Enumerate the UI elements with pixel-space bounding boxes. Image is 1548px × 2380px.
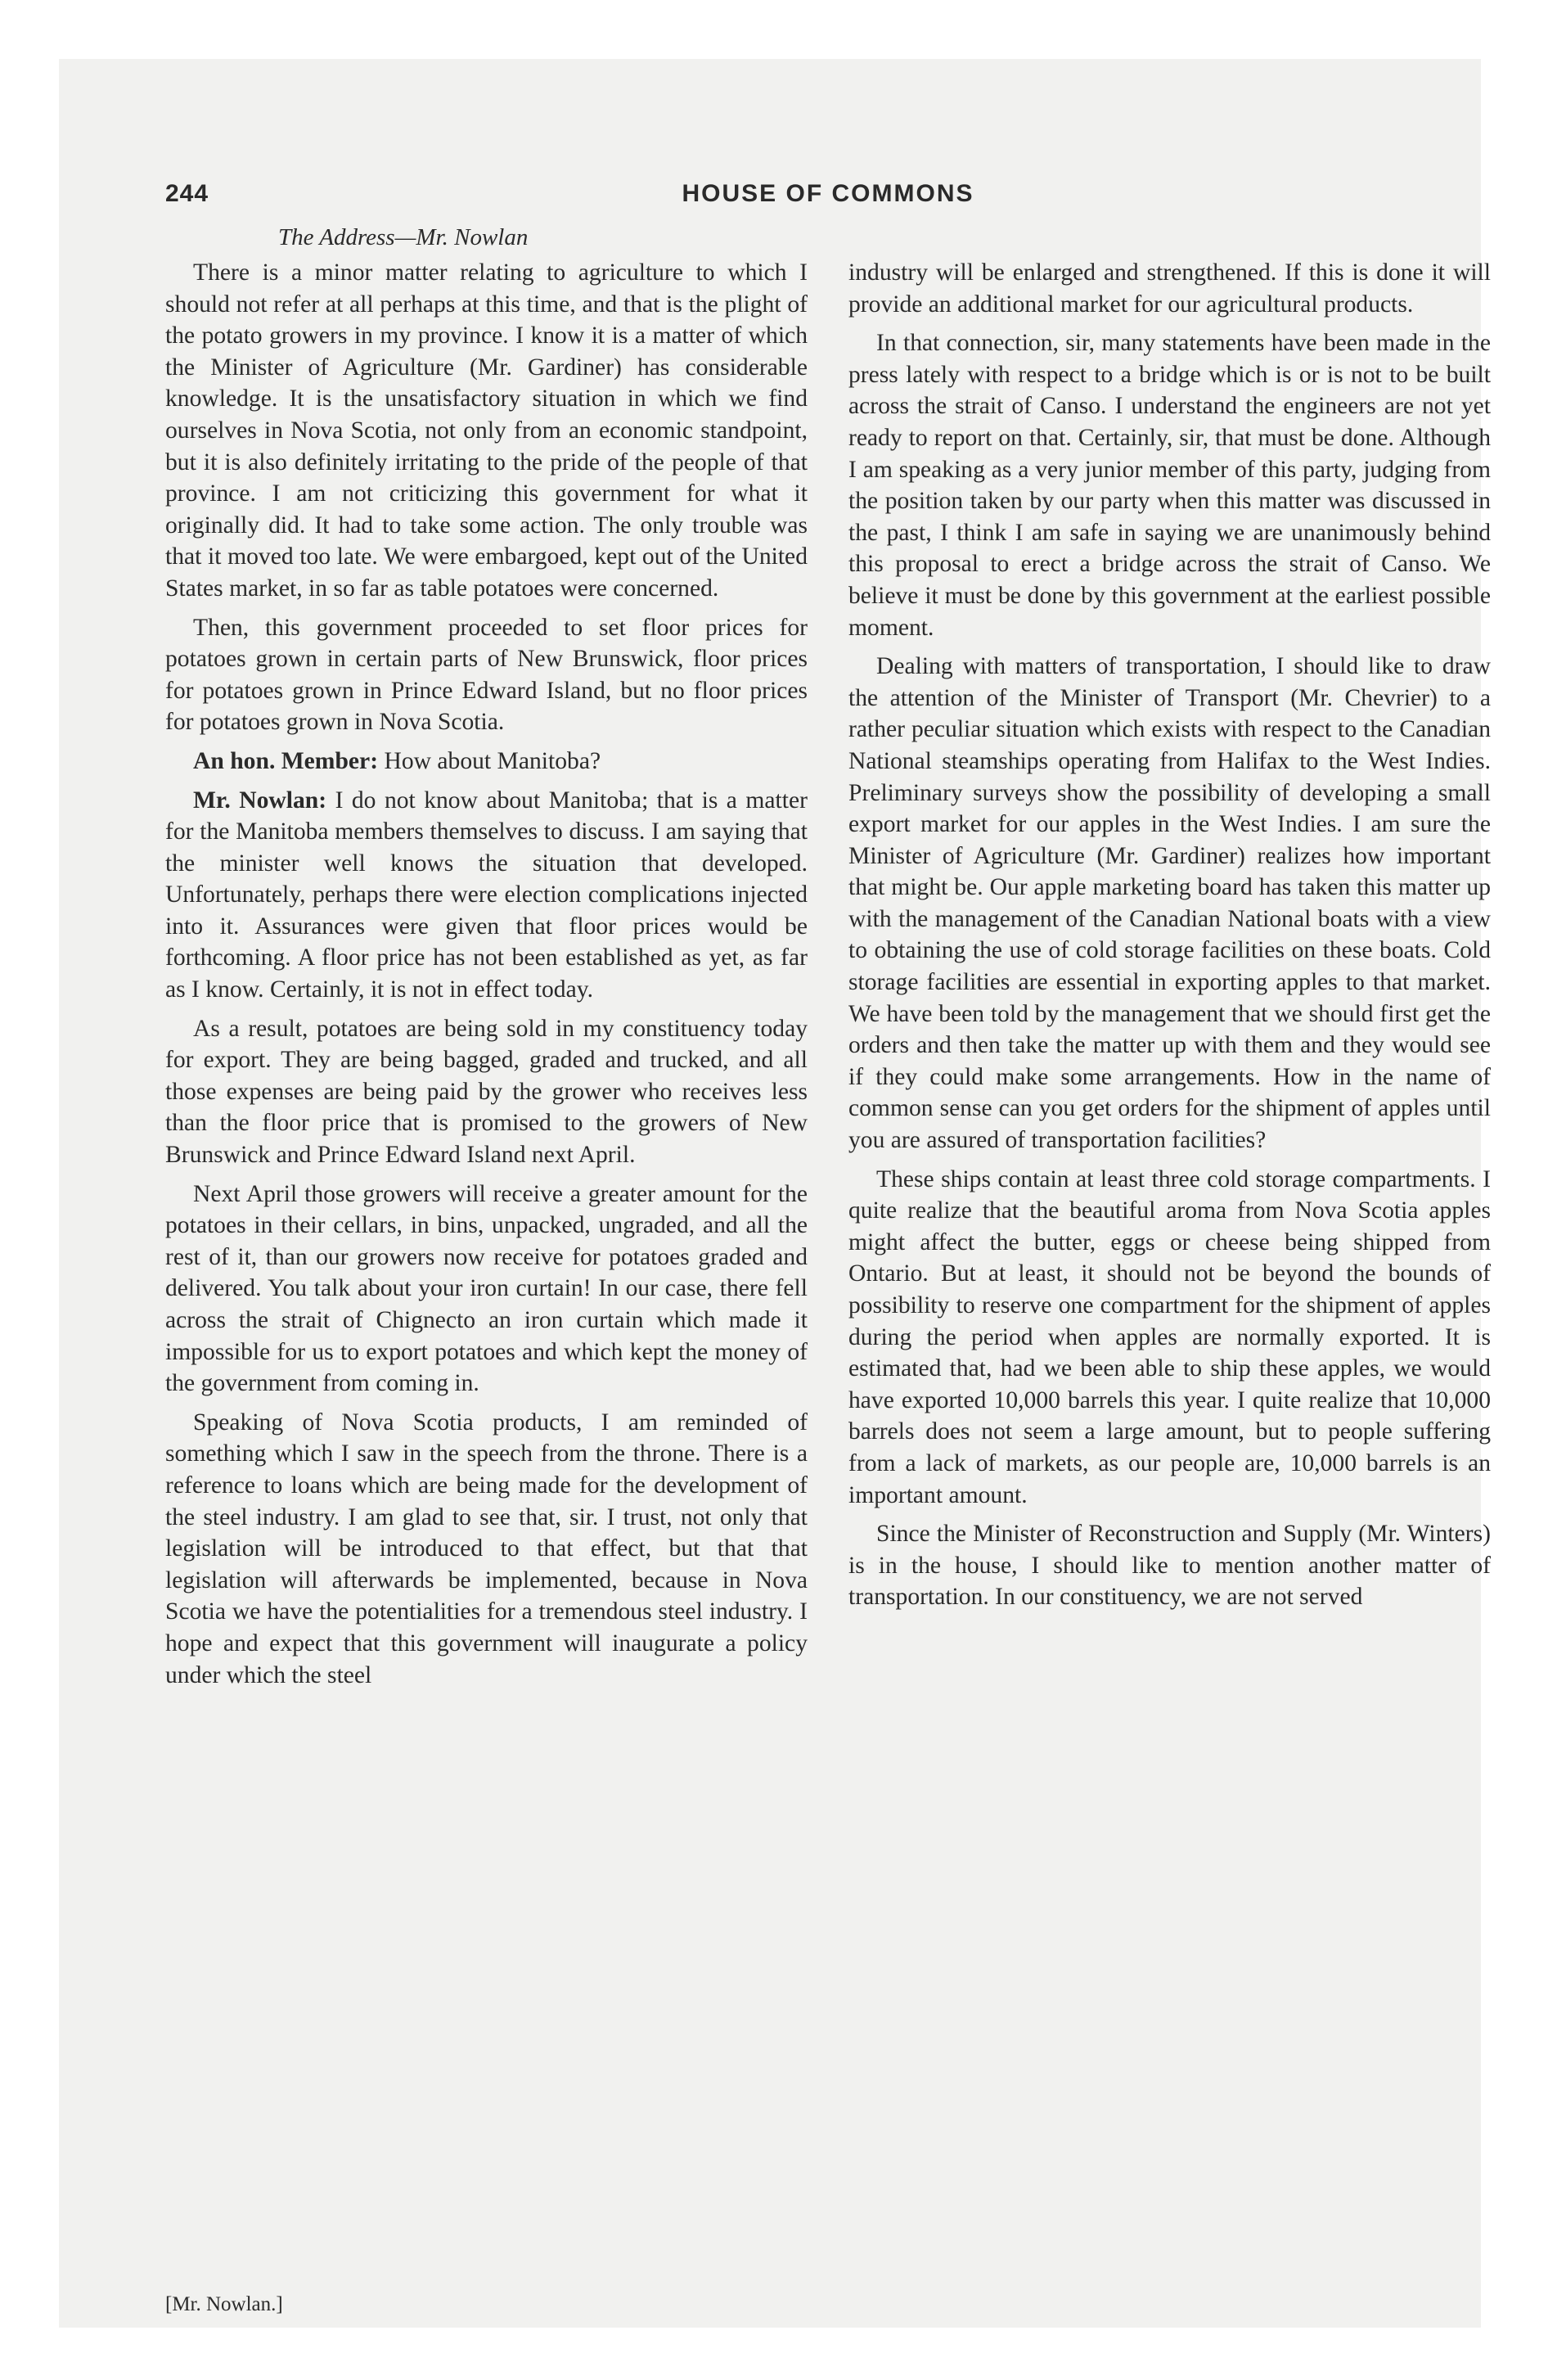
page-content	[165, 174, 1491, 2318]
paragraph-text: These ships contain at least three cold storage compartments. I quite realize that the beautiful aroma from Nova Scotia apples might affect the butter, eggs or cheese being shipped from Ontario. But at least, it should not be beyond the bounds of possibility to reserve one compartment for the shipment of apples during the period when apples are normally exported. It is estimated that, had we been able to ship these apples, we would have exported 10,000 barrels this year. I quite realize that 10,000 barrels does not seem a large amount, but to people suffering from a lack of markets, as our people are, 10,000 barrels is an important amount.	[848, 1165, 1491, 1508]
paragraph	[165, 746, 808, 778]
speaker-name: An hon. Member:	[193, 747, 379, 774]
paragraph-text: There is a minor matter relating to agriculture to which I should not refer at all perhaps at this time, and that is the plight of the potato growers in my province. I know it is a matter of which the Minister of Agriculture (Mr. Gardiner) has considerable knowledge. It is the unsatisfactory situation in which we find ourselves in Nova Scotia, not only from an economic standpoint, but it is also definitely irritating to the pride of the people of that province. I am not criticizing this government for what it originally did. It had to take some action. The only trouble was that it moved too late. We were embargoed, kept out of the United States market, in so far as table potatoes were concerned.	[165, 259, 808, 602]
paragraph-text: Then, this government proceeded to set floor prices for potatoes grown in certain parts of New Brunswick, floor prices for potatoes grown in Prince Edward Island, but no floor prices for potatoes grown in Nova Scotia.	[165, 614, 808, 736]
paragraph-text: As a result, potatoes are being sold in my constituency today for export. They are being bagged, graded and trucked, and all those expenses are being paid by the grower who receives less than the floor price that is promised to the growers of New Brunswick and Prince Edward Island next April.	[165, 1015, 808, 1169]
paragraph	[848, 651, 1491, 1156]
footer-speaker-note: [Mr. Nowlan.]	[165, 2293, 283, 2315]
paragraph-text: industry will be enlarged and strengthened. If this is done it will provide an additional market for our agricultural products.	[848, 259, 1491, 318]
paragraph-text: Since the Minister of Reconstruction and Supply (Mr. Winters) is in the house, I should like to mention another matter of transportation. In our constituency, we are not served	[848, 1521, 1491, 1611]
paragraph	[848, 327, 1491, 643]
paragraph	[848, 257, 1491, 320]
page-number: 244	[165, 180, 209, 207]
paragraph-text: How about Manitoba?	[384, 747, 601, 774]
paragraph-text: Speaking of Nova Scotia products, I am reminded of something which I saw in the speech from the throne. There is a reference to loans which are being made for the development of the steel industry. I am glad to see that, sir. I trust, not only that legislation will be introduced to that effect, but that that legislation will afterwards be implemented, because in Nova Scotia we have the potentialities for a tremendous steel industry. I hope and expect that this government will inaugurate a policy under which the steel	[165, 1409, 808, 1688]
paragraph	[165, 1407, 808, 1691]
paragraph	[848, 1518, 1491, 1613]
text-columns	[165, 257, 1491, 1698]
paragraph-text: I do not know about Manitoba; that is a matter for the Manitoba members themselves to discuss. I am saying that the minister well knows the situation that developed. Unfortunately, perhaps there were election complications injected into it. Assurances were given that floor prices would be forthcoming. A floor price has not been established as yet, as far as I know. Certainly, it is not in effect today.	[165, 787, 808, 1003]
left-column	[165, 257, 808, 1698]
speaker-name: Mr. Nowlan:	[193, 787, 327, 814]
paragraph	[165, 612, 808, 738]
paragraph	[165, 1013, 808, 1171]
running-title: HOUSE OF COMMONS	[682, 180, 974, 207]
running-head	[165, 174, 1491, 219]
right-column	[848, 257, 1491, 1698]
section-subtitle: The Address—Mr. Nowlan	[278, 224, 529, 250]
paragraph	[165, 257, 808, 605]
scanned-page	[59, 59, 1491, 2328]
paragraph-text: In that connection, sir, many statements have been made in the press lately with respect to a bridge which is or is not to be built across the strait of Canso. I understand the engineers are not yet ready to report on that. Certainly, sir, that must be done. Although I am speaking as a very junior member of this party, judging from the position taken by our party when this matter was discussed in the past, I think I am safe in saying we are unanimously behind this proposal to erect a bridge across the strait of Canso. We believe it must be done by this government at the earliest possible moment.	[848, 330, 1491, 641]
paragraph-text: Dealing with matters of transportation, I should like to draw the attention of the Minister of Transport (Mr. Chevrier) to a rather peculiar situation which exists with respect to the Canadian National steamships operating from Halifax to the West Indies. Preliminary surveys show the possibility of developing a small export market for our apples in the West Indies. I am sure the Minister of Agriculture (Mr. Gardiner) realizes how important that might be. Our apple marketing board has taken this matter up with the management of the Canadian National boats with a view to obtaining the use of cold storage facilities on these boats. Cold storage facilities are essential in exporting apples to that market. We have been told by the management that we should first get the orders and then take the matter up with them and they would see if they could make some arrangements. How in the name of common sense can you get orders for the shipment of apples until you are assured of transportation facilities?	[848, 653, 1491, 1154]
paragraph	[165, 785, 808, 1006]
paragraph-text: Next April those growers will receive a greater amount for the potatoes in their cellars, in bins, unpacked, ungraded, and all the rest of it, than our growers now receive for potatoes graded and delivered. You talk about your iron curtain! In our case, there fell across the strait of Chignecto an iron curtain which made it impossible for us to export potatoes and which kept the money of the government from coming in.	[165, 1180, 808, 1397]
paragraph	[848, 1164, 1491, 1512]
paragraph	[165, 1179, 808, 1400]
